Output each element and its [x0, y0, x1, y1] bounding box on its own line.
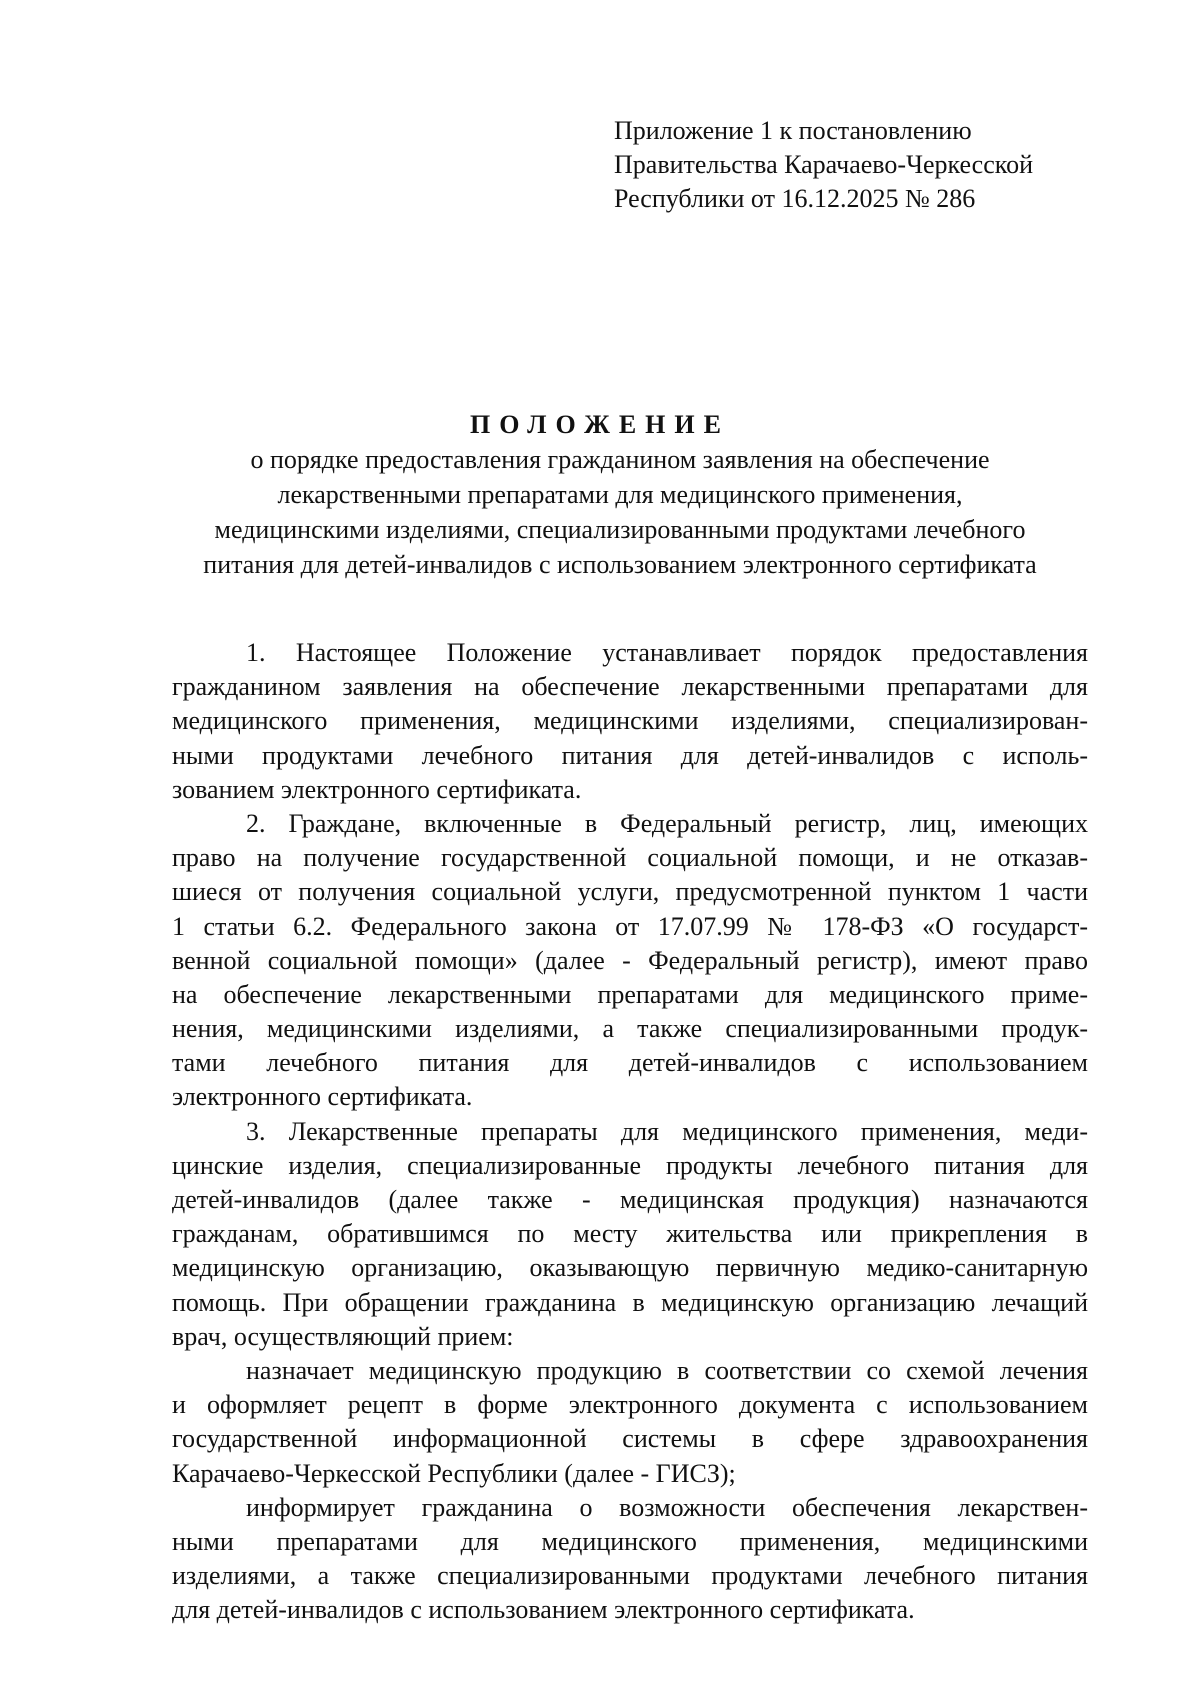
body-line: 2. Граждане, включенные в Федеральный регистр, лиц, имеющих [246, 808, 1088, 838]
paragraph-3 [172, 1115, 1088, 1354]
body-line: помощь. При обращении гражданина в медицинскую организацию лечащий [172, 1287, 1088, 1317]
body-line: ными препаратами для медицинского применения, медицинскими [172, 1526, 1088, 1556]
body-line: для детей-инвалидов с использованием электронного сертификата. [172, 1595, 915, 1625]
body-line: шиеся от получения социальной услуги, предусмотренной пунктом 1 части [172, 877, 1088, 907]
body-line: врач, осуществляющий прием: [172, 1321, 514, 1351]
body-line: назначает медицинскую продукцию в соответствии со схемой лечения [246, 1355, 1088, 1385]
attachment-line: Приложение 1 к постановлению [614, 116, 972, 145]
body-line: зованием электронного сертификата. [172, 774, 582, 804]
body-line: медицинскую организацию, оказывающую первичную медико-санитарную [172, 1253, 1088, 1283]
body-line: государственной информационной системы в сфере здравоохранения [172, 1424, 1088, 1454]
body-line: венной социальной помощи» (далее - Федеральный регистр), имеют право [172, 945, 1088, 975]
attachment-line: Правительства Карачаево-Черкесской [614, 150, 1033, 179]
paragraph-2 [172, 807, 1088, 1115]
body-line: тами лечебного питания для детей-инвалидов с использованием [172, 1048, 1088, 1078]
body-line: цинские изделия, специализированные продукты лечебного питания для [172, 1150, 1088, 1180]
attachment-header [614, 114, 1033, 216]
body-line: Карачаево-Черкесской Республики (далее - ГИСЗ); [172, 1458, 736, 1488]
subtitle-line: питания для детей-инвалидов с использованием электронного сертификата [203, 550, 1037, 579]
attachment-line: Республики от 16.12.2025 № 286 [614, 184, 976, 213]
body-line: право на получение государственной социальной помощи, и не отказав- [172, 843, 1088, 873]
body-line: на обеспечение лекарственными препаратами для медицинского приме- [172, 979, 1088, 1009]
body-line: информирует гражданина о возможности обеспечения лекарствен- [246, 1492, 1088, 1522]
body-line: детей-инвалидов (далее также - медицинская продукция) назначаются [172, 1185, 1088, 1214]
body-line: нения, медицинскими изделиями, а также специализированными продук- [172, 1014, 1088, 1044]
body-line: гражданам, обратившимся по месту жительства или прикрепления в [172, 1219, 1088, 1249]
subtitle-line: медицинскими изделиями, специализированными продуктами лечебного [214, 515, 1026, 544]
document-subtitle [170, 442, 1070, 582]
body-line: 1. Настоящее Положение устанавливает порядок предоставления [246, 638, 1088, 667]
body-line: 1 статьи 6.2. Федерального закона от 17.07.99 № 178-ФЗ «О государст- [172, 911, 1088, 941]
body-line: медицинского применения, медицинскими изделиями, специализирован- [172, 706, 1088, 736]
document-body [172, 636, 1088, 1627]
paragraph-1 [172, 636, 1088, 807]
subtitle-line: лекарственными препаратами для медицинского применения, [277, 480, 963, 509]
document-title: ПОЛОЖЕНИЕ [470, 410, 730, 439]
body-line: электронного сертификата. [172, 1082, 473, 1112]
body-line: гражданином заявления на обеспечение лекарственными препаратами для [172, 672, 1088, 702]
body-line: ными продуктами лечебного питания для детей-инвалидов с исполь- [172, 740, 1088, 770]
body-line: изделиями, а также специализированными продуктами лечебного питания [172, 1561, 1088, 1591]
subtitle-line: о порядке предоставления гражданином заявления на обеспечение [250, 445, 990, 474]
paragraph-5 [172, 1491, 1088, 1628]
paragraph-4 [172, 1354, 1088, 1491]
body-line: и оформляет рецепт в форме электронного документа с использованием [172, 1390, 1088, 1420]
body-line: 3. Лекарственные препараты для медицинского применения, меди- [246, 1116, 1088, 1146]
